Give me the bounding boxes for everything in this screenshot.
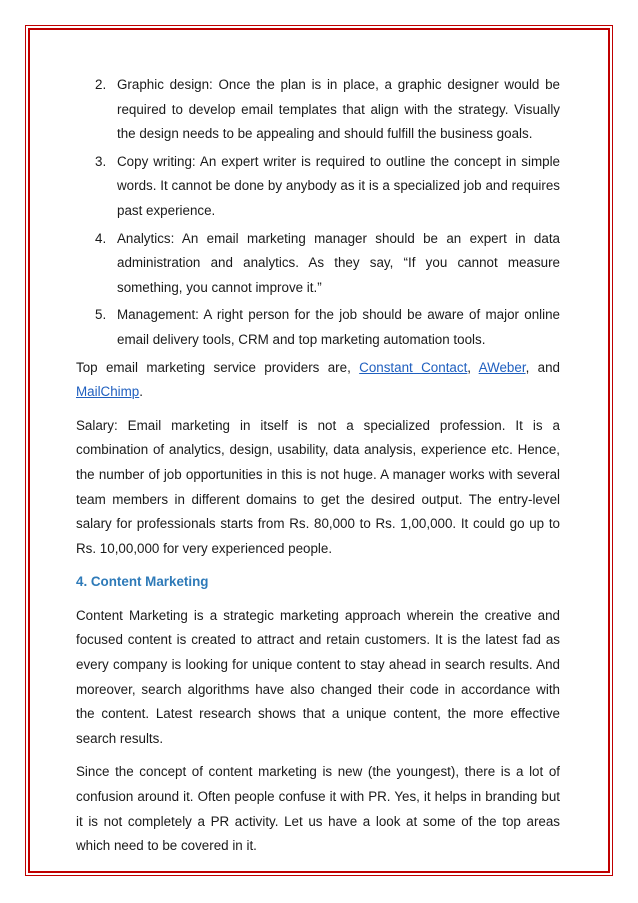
providers-paragraph xyxy=(76,356,560,405)
list-item xyxy=(76,303,560,352)
list-item xyxy=(76,150,560,224)
list-item xyxy=(76,73,560,147)
list-item-text: Copy writing: An expert writer is required to outline the concept in simple words. It cannot be done by anybody as it is a specialized job and requires past experience. xyxy=(117,153,560,218)
mailchimp-link[interactable]: MailChimp xyxy=(76,384,140,400)
salary-paragraph: Salary: Email marketing in itself is not a specialized profession. It is a combination of analytics, design, usability, data analysis, experience etc. Hence, the number of job opportunities in this is not huge. A manager works with several team members in different domains to get the desired output. The entry-level salary for professionals starts from Rs. 80,000 to Rs. 1,00,000. It could go up to Rs. 10,00,000 for very experienced people. xyxy=(76,417,560,556)
constant-contact-link[interactable]: Constant Contact xyxy=(359,359,468,375)
providers-separator: , xyxy=(467,359,479,375)
content-paragraph: Since the concept of content marketing is new (the youngest), there is a lot of confusion around it. Often people confuse it with PR. Yes, it helps in branding but it is not completely a PR activity. Let us have a look at some of the top areas which need to be covered in it. xyxy=(76,764,560,854)
list-item-number: 4. xyxy=(95,230,107,246)
section-heading: 4. Content Marketing xyxy=(76,574,209,590)
content-paragraph: Content Marketing is a strategic marketing approach wherein the creative and focused content is created to attract and retain customers. It is the latest fad as every company is looking for unique content to stay ahead in search results. And moreover, search algorithms have also changed their code in accordance with the content. Latest research shows that a unique content, the more effective search results. xyxy=(76,607,560,746)
numbered-list xyxy=(76,73,560,353)
list-item-text: Graphic design: Once the plan is in place, a graphic designer would be required to develop email templates that align with the strategy. Visually the design needs to be appealing and should fulfill the business goals. xyxy=(117,77,560,142)
providers-suffix: . xyxy=(139,384,143,400)
list-item-number: 5. xyxy=(95,307,107,323)
list-item xyxy=(76,227,560,301)
aweber-link[interactable]: AWeber xyxy=(478,359,526,375)
list-item-text: Analytics: An email marketing manager should be an expert in data administration and analytics. As they say, “If you cannot measure something, you cannot improve it.” xyxy=(117,230,560,295)
list-item-number: 2. xyxy=(95,77,107,92)
document-body xyxy=(76,73,560,868)
providers-prefix: Top email marketing service providers are, xyxy=(76,359,360,375)
list-item-text: Management: A right person for the job should be aware of major online email delivery tools, CRM and top marketing automation tools. xyxy=(117,307,560,347)
providers-separator: , and xyxy=(525,359,560,375)
list-item-number: 3. xyxy=(95,153,107,169)
